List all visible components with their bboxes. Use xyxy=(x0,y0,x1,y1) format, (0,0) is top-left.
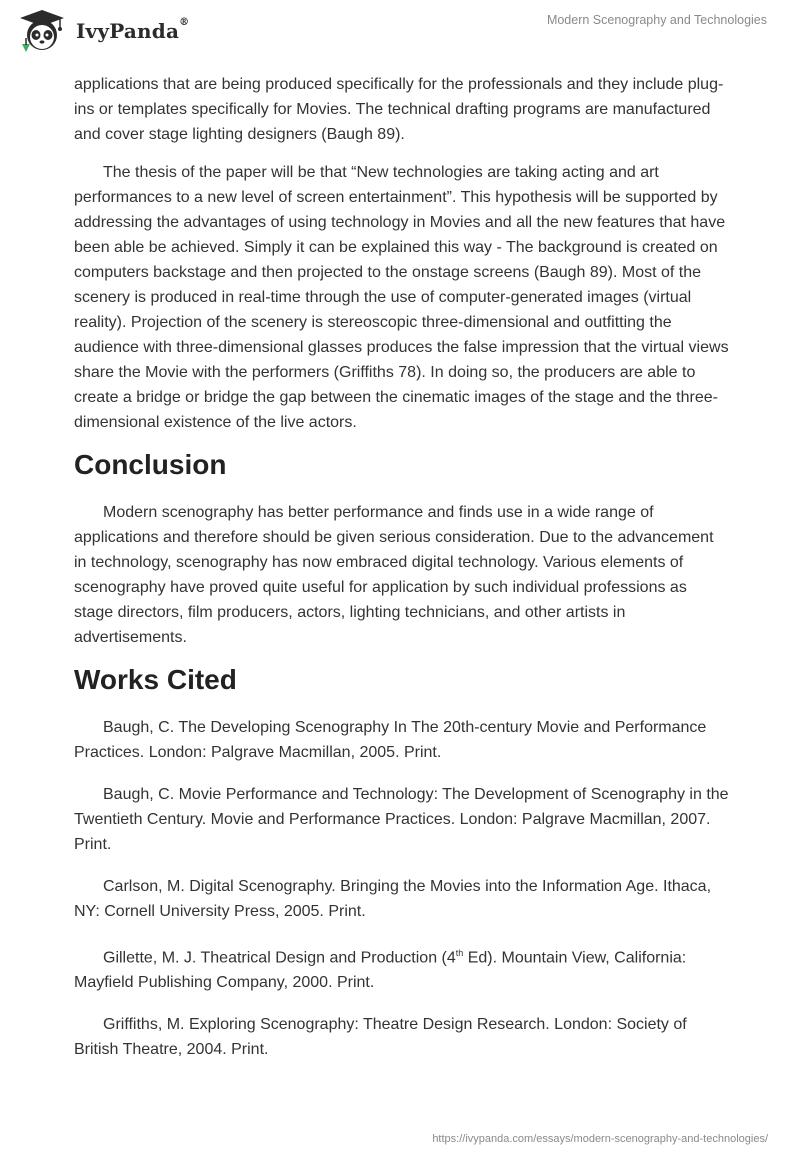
paragraph-thesis: The thesis of the paper will be that “New technologies are taking acting and art performances to a new level of screen entertainment”. This hypothesis will be supported by addressing the advantages of using technology in Movies and all the new features that have been able be achieved. Simply it can be explained this way - The background is created on computers backstage and then projected to the onstage screens (Baugh 89). Most of the scenery is produced in real-time through the use of computer-generated images (virtual reality). Projection of the scenery is stereoscopic three-dimensional and outfitting the audience with three-dimensional glasses produces the false impression that the virtual views share the Movie with the performers (Griffiths 78). In doing so, the producers are able to create a bridge or bridge the gap between the cinematic images of the stage and the three-dimensional existence of the live actors. xyxy=(74,164,729,431)
conclusion-heading: Conclusion xyxy=(74,449,227,480)
reference-item: Carlson, M. Digital Scenography. Bringing the Movies into the Information Age. Ithaca, NY: Cornell University Press, 2005. Print. xyxy=(74,878,712,920)
works-cited-list xyxy=(74,715,730,1062)
document-title: Modern Scenography and Technologies xyxy=(546,13,767,27)
reference-item: Griffiths, M. Exploring Scenography: Theatre Design Research. London: Society of British Theatre, 2004. Print. xyxy=(74,1016,687,1059)
panda-logo-icon xyxy=(14,8,70,54)
paragraph-intro: applications that are being produced specifically for the professionals and they include plug-ins or templates specifically for Movies. The technical drafting programs are manufactured and cover stage lighting designers (Baugh 89). xyxy=(74,76,724,143)
page-header xyxy=(0,0,800,70)
reference-item: Baugh, C. Movie Performance and Technology: The Development of Scenography in the Twentieth Century. Movie and Performance Practices. London: Palgrave Macmillan, 2007. Print. xyxy=(74,786,729,853)
paragraph-conclusion: Modern scenography has better performance and finds use in a wide range of applications and therefore should be given serious consideration. Due to the advancement in technology, scenography has now embraced digital technology. Various elements of scenography have proved quite useful for application by such individual professions as stage directors, film producers, actors, lighting technicians, and other artists in advertisements. xyxy=(74,504,714,646)
reference-item: Baugh, C. The Developing Scenography In The 20th-century Movie and Performance Practices. London: Palgrave Macmillan, 2005. Print. xyxy=(74,719,707,761)
brand-logo[interactable] xyxy=(14,8,189,54)
source-url-link[interactable]: https://ivypanda.com/essays/modern-scenography-and-technologies/ xyxy=(432,1133,768,1145)
reference-item: Gillette, M. J. Theatrical Design and Production (4th Ed). Mountain View, California: Mayfield Publishing Company, 2000. Print. xyxy=(74,948,687,992)
works-cited-heading: Works Cited xyxy=(74,664,237,695)
essay-content xyxy=(74,72,730,1079)
brand-name: IvyPanda® xyxy=(76,17,190,43)
